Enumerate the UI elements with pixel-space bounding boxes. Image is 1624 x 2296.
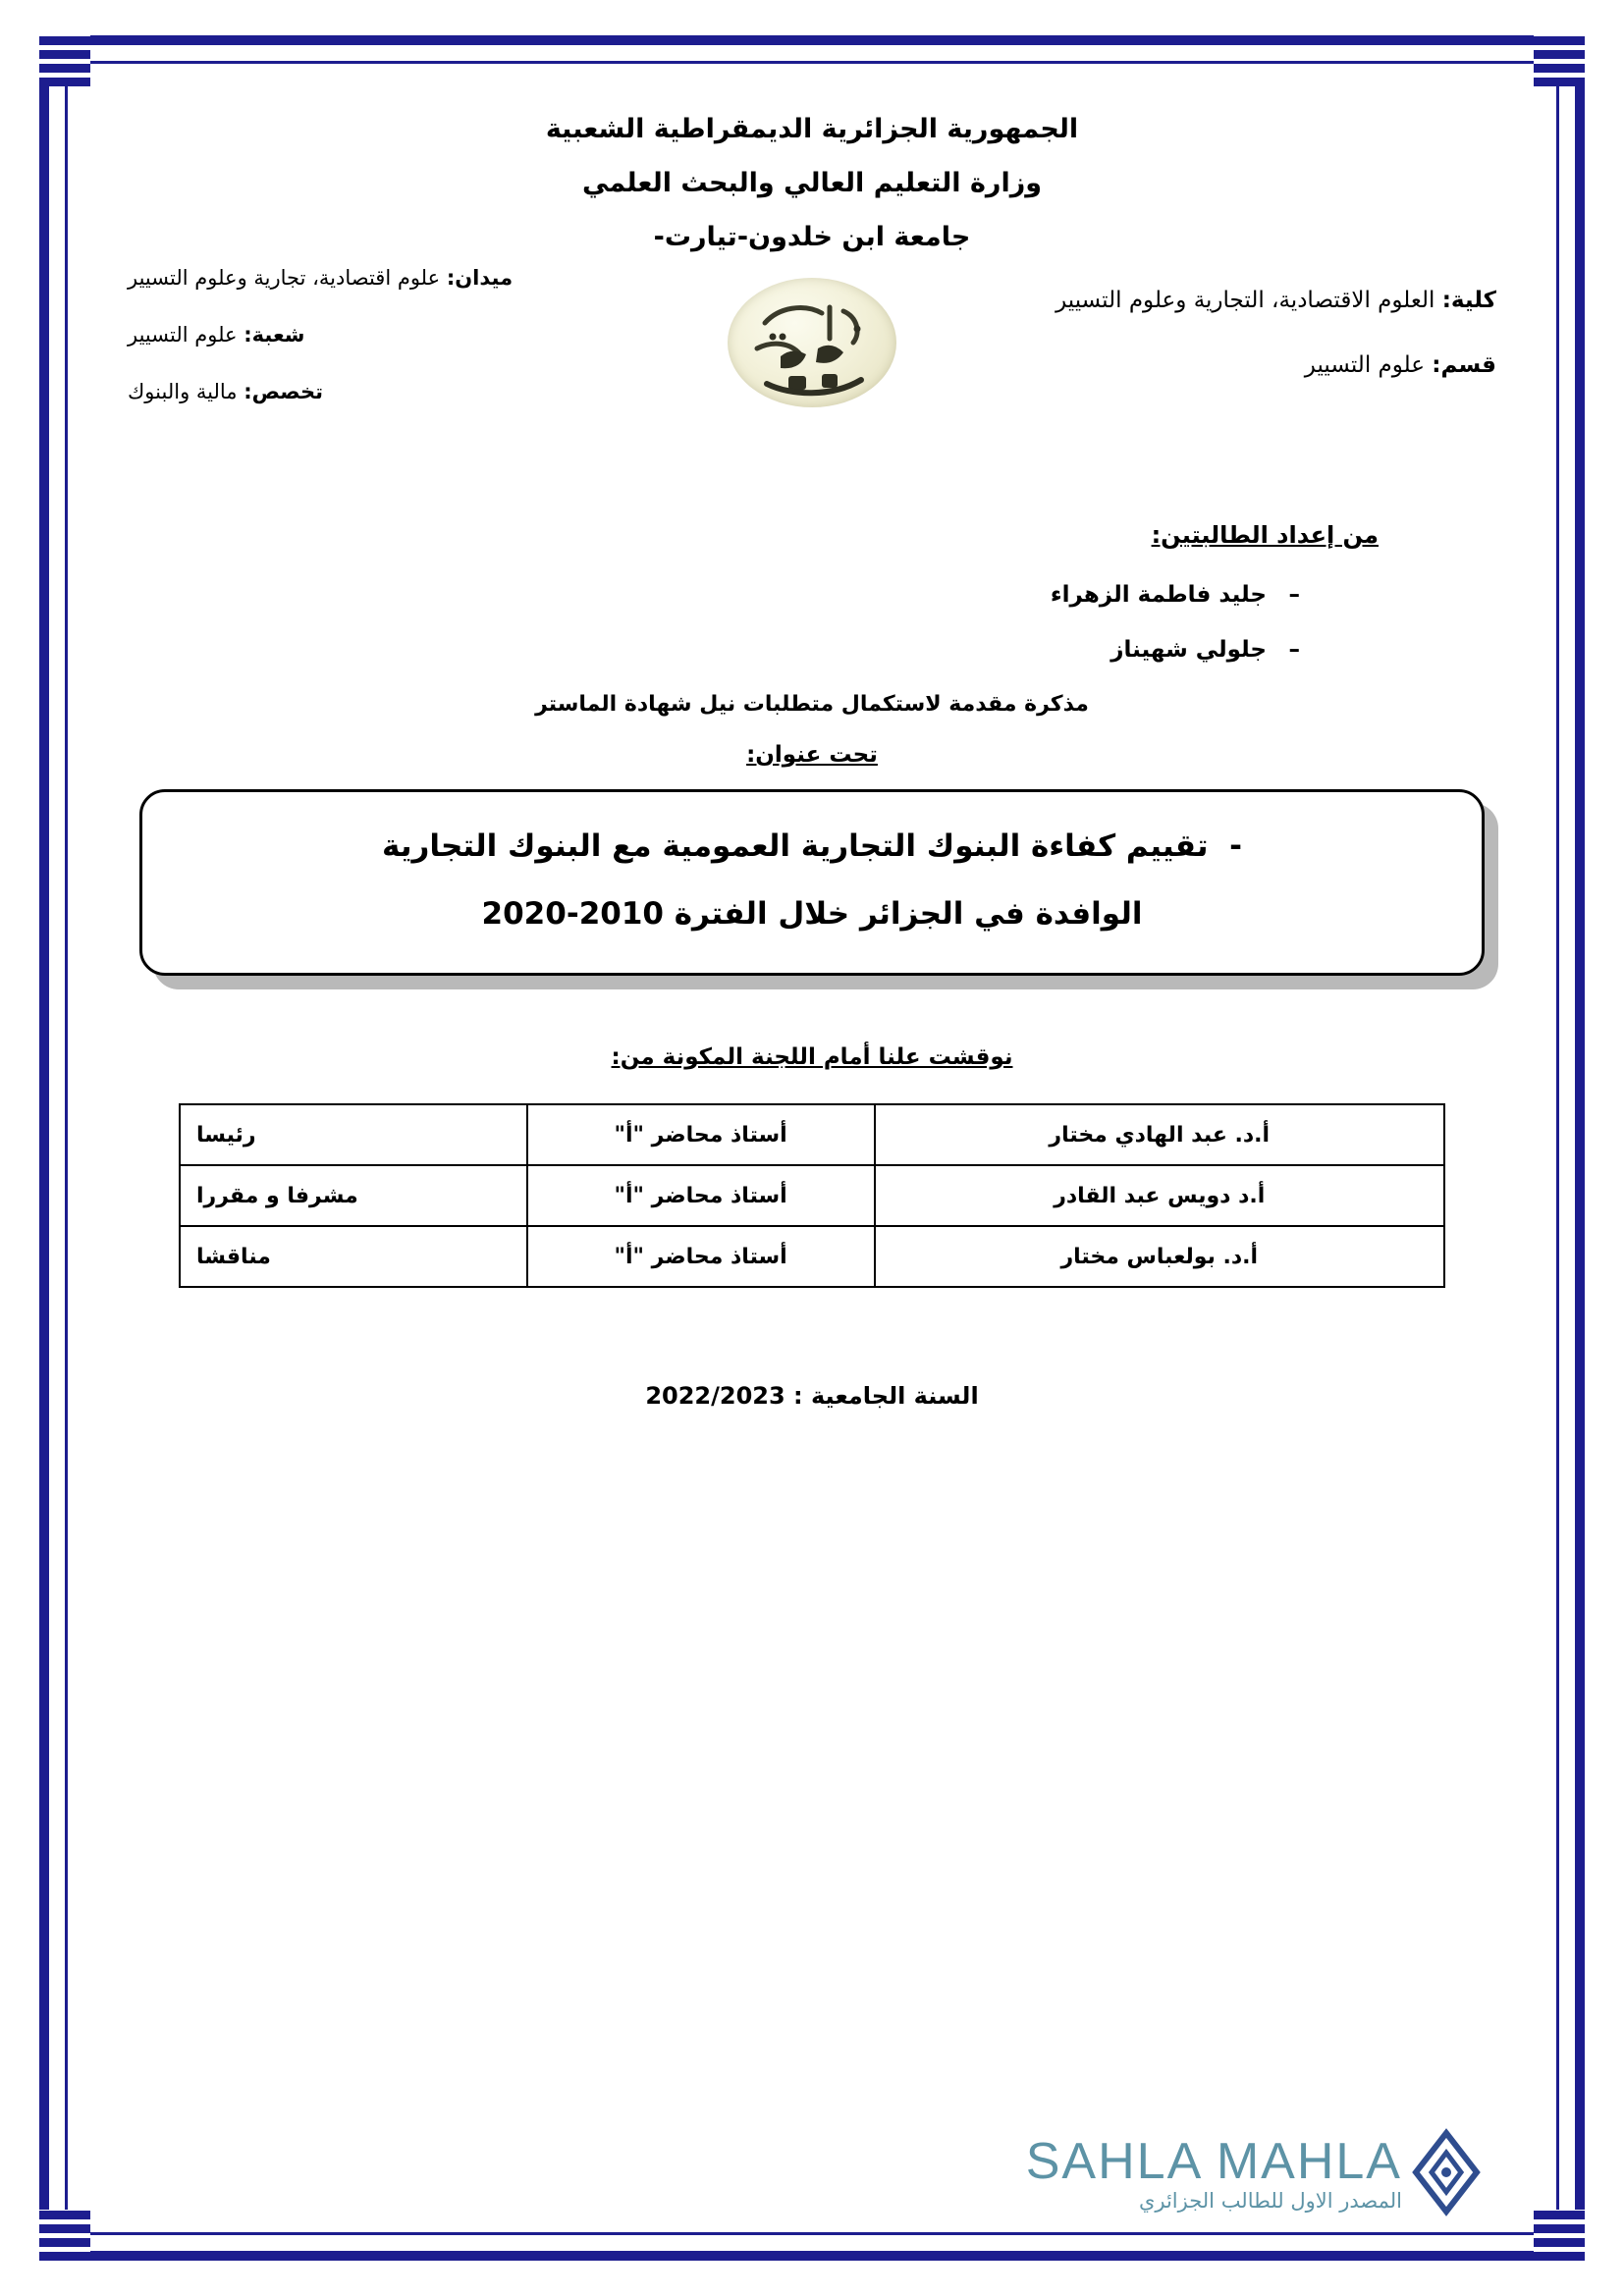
submission-note: مذكرة مقدمة لاستكمال متطلبات نيل شهادة الماستر: [535, 692, 1089, 717]
academic-year: السنة الجامعية : 2022/2023: [645, 1382, 979, 1410]
seal-oval: [728, 278, 896, 407]
cover-page: [84, 80, 1540, 2216]
department-row: [907, 352, 1496, 378]
jury-rank-3: أستاذ محاضر "أ": [527, 1226, 875, 1287]
under-title-label: تحت عنوان:: [746, 742, 878, 768]
university-seal-logo: [728, 278, 896, 407]
list-dash: –: [1288, 637, 1300, 663]
department-label: قسم:: [1432, 352, 1496, 378]
table-row: [180, 1104, 1444, 1165]
jury-heading: نوقشت علنا أمام اللجنة المكونة من:: [611, 1044, 1013, 1070]
branch-row: [128, 323, 677, 347]
specialty-block: [128, 266, 677, 437]
jury-name-2: أ.د دويس عبد القادر: [875, 1165, 1445, 1226]
faculty-block: [907, 288, 1496, 417]
table-row: [180, 1165, 1444, 1226]
border-corner-top-right: [1534, 35, 1585, 86]
table-row: [180, 1226, 1444, 1287]
students-section: [128, 521, 1496, 663]
student-name-1-text: جليد فاطمة الزهراء: [1050, 582, 1267, 608]
identity-band: [128, 266, 1496, 464]
students-heading: من إعداد الطالبتين:: [1151, 521, 1379, 549]
university-line: جامعة ابن خلدون-تيارت-: [653, 222, 971, 252]
student-name-2: [128, 637, 1379, 663]
thesis-title-box-wrapper: [139, 789, 1485, 976]
field-value: علوم اقتصادية، تجارية وعلوم التسيير: [128, 266, 447, 290]
jury-role-3: مناقشا: [180, 1226, 527, 1287]
border-corner-top-left: [39, 35, 90, 86]
jury-rank-2: أستاذ محاضر "أ": [527, 1165, 875, 1226]
faculty-row: [907, 288, 1496, 313]
specialty-row: [128, 380, 677, 403]
student-name-1: [128, 582, 1379, 608]
jury-name-3: أ.د. بولعباس مختار: [875, 1226, 1445, 1287]
watermark-brand: SAHLA MAHLA: [1025, 2133, 1402, 2190]
specialty-value: مالية والبنوك: [128, 380, 244, 403]
ministry-line: وزارة التعليم العالي والبحث العلمي: [581, 168, 1043, 198]
border-corner-bottom-left: [39, 2210, 90, 2261]
jury-rank-1: أستاذ محاضر "أ": [527, 1104, 875, 1165]
jury-table: [179, 1103, 1445, 1288]
jury-role-2: مشرفا و مقررا: [180, 1165, 527, 1226]
title-bullet: -: [1229, 828, 1242, 864]
branch-value: علوم التسيير: [128, 323, 244, 347]
faculty-label: كلية:: [1441, 288, 1496, 313]
republic-line: الجمهورية الجزائرية الديمقراطية الشعبية: [545, 114, 1079, 144]
watermark-diamond-icon: [1410, 2127, 1483, 2221]
document-header: [128, 116, 1496, 250]
seal-calligraphy-icon: [728, 278, 896, 407]
thesis-title-line-2: الوافدة في الجزائر خلال الفترة 2010-2020: [481, 896, 1143, 932]
list-dash: –: [1288, 582, 1300, 608]
watermark-text: [1025, 2133, 1402, 2213]
field-row: [128, 266, 677, 290]
thesis-title-line-1-text: تقييم كفاءة البنوك التجارية العمومية مع البنوك التجارية: [382, 828, 1209, 864]
faculty-value: العلوم الاقتصادية، التجارية وعلوم التسيير: [1056, 288, 1442, 313]
watermark: [1026, 2127, 1483, 2221]
thesis-title-line-1: [176, 828, 1448, 864]
thesis-title-box: [139, 789, 1485, 976]
field-label: ميدان:: [446, 266, 514, 290]
branch-label: شعبة:: [244, 323, 305, 347]
specialty-label: تخصص:: [244, 380, 323, 403]
department-value: علوم التسيير: [1304, 352, 1433, 378]
jury-role-1: رئيسا: [180, 1104, 527, 1165]
jury-name-1: أ.د. عبد الهادي مختار: [875, 1104, 1445, 1165]
student-name-2-text: جلولي شهيناز: [1110, 637, 1267, 663]
watermark-tagline: المصدر الاول للطالب الجزائري: [1138, 2189, 1402, 2213]
border-corner-bottom-right: [1534, 2210, 1585, 2261]
